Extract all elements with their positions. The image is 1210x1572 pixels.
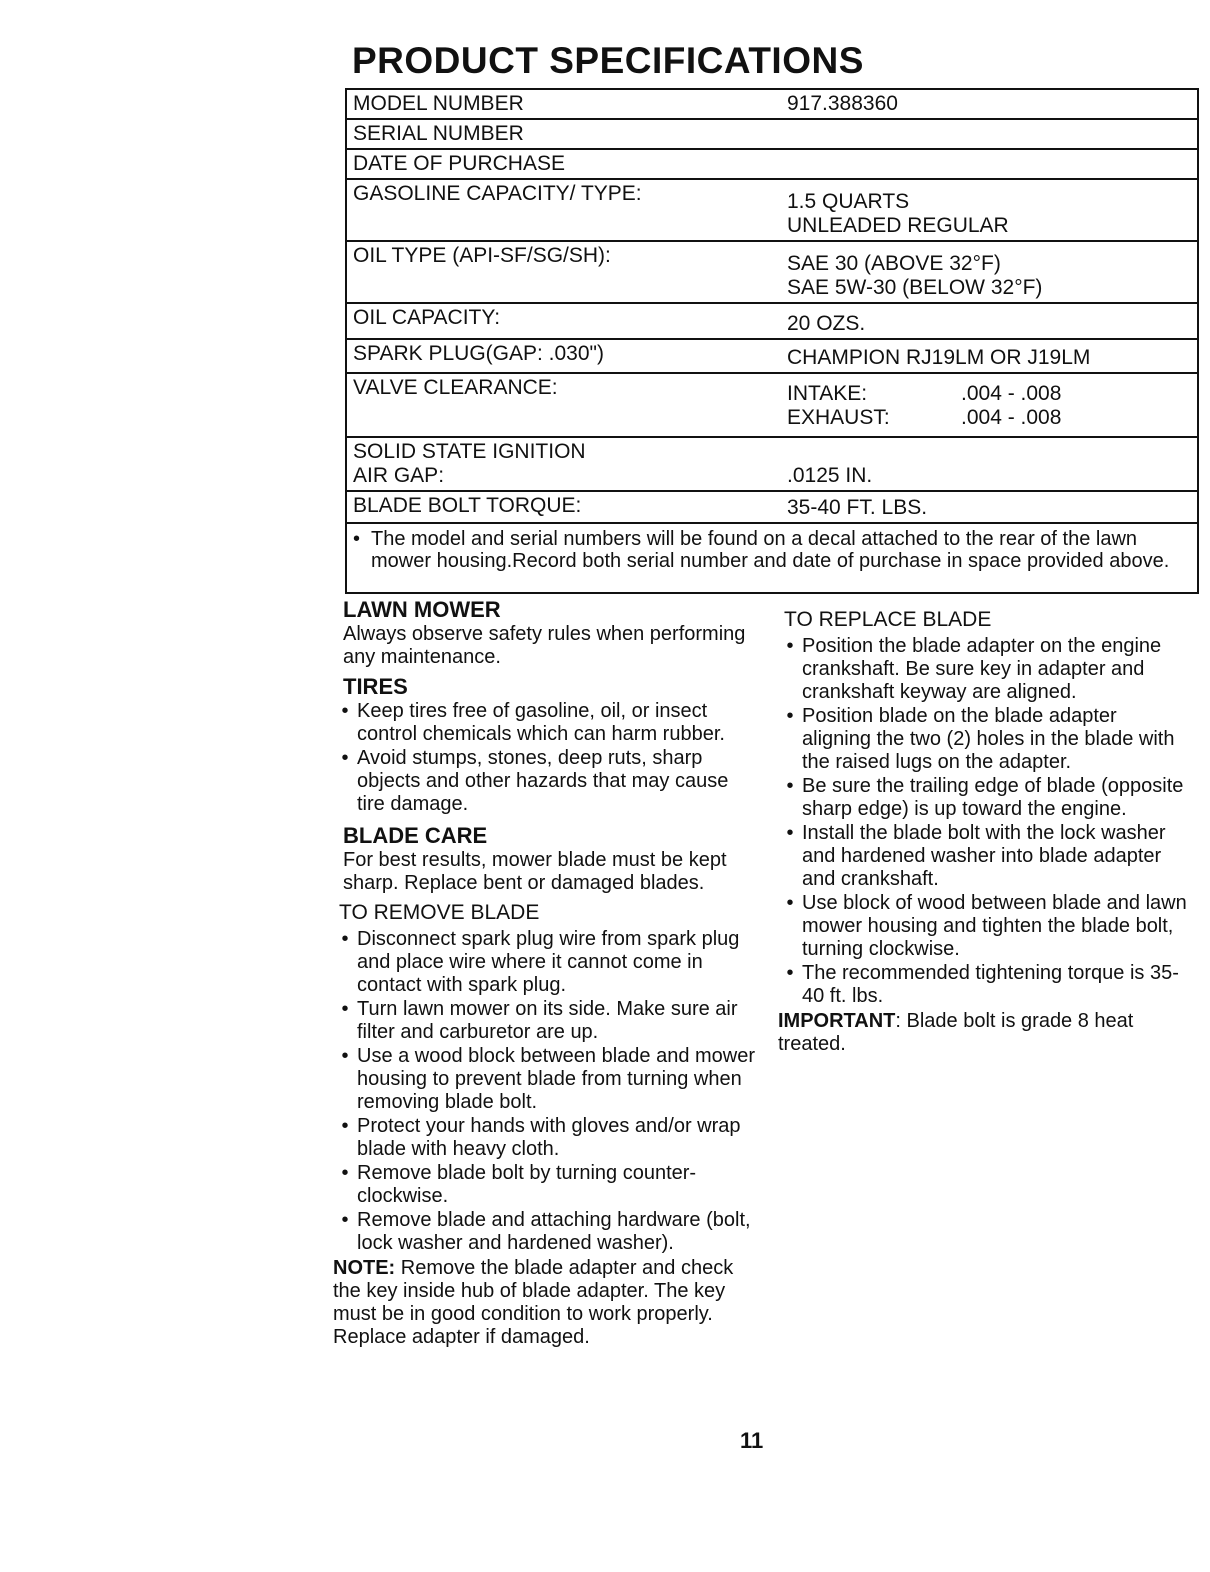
spec-value xyxy=(783,90,1197,118)
spec-value xyxy=(783,180,1197,240)
blade-care-text: For best results, mower blade must be kept sharp. Replace bent or damaged blades. xyxy=(343,849,727,894)
note-text: Remove the blade adapter and check the key inside hub of blade adapter. The key must be in good condition to work properly. Replace adapter if damaged. xyxy=(333,1257,734,1348)
spec-value-line: SAE 30 (ABOVE 32°F) xyxy=(787,252,1001,275)
spec-value-line: UNLEADED REGULAR xyxy=(787,214,1009,237)
list-item-text: Use a wood block between blade and mower housing to prevent blade from turning when removing blade bolt. xyxy=(357,1045,756,1113)
list-item xyxy=(333,1162,761,1208)
list-item xyxy=(778,892,1188,961)
bullet: • xyxy=(786,705,794,727)
list-item-text: Use block of wood between blade and lawn mower housing and tighten the blade bolt, turning clockwise. xyxy=(802,892,1187,960)
list-item-text: Position blade on the blade adapter aligning the two (2) holes in the blade with the raised lugs on the adapter. xyxy=(802,705,1175,773)
spec-row-oil-capacity xyxy=(347,304,1197,340)
list-item xyxy=(333,747,761,816)
spec-value-line: 20 OZS. xyxy=(787,312,866,335)
spec-label: GASOLINE CAPACITY/ TYPE: xyxy=(353,182,642,205)
spec-label: SERIAL NUMBER xyxy=(353,122,524,145)
right-column xyxy=(778,608,1188,1062)
important-label: IMPORTANT xyxy=(778,1010,896,1032)
list-item-text: Install the blade bolt with the lock washer and hardened washer into blade adapter and crankshaft. xyxy=(802,822,1166,890)
spec-label: MODEL NUMBER xyxy=(353,92,524,115)
spec-label: DATE OF PURCHASE xyxy=(353,152,565,175)
intake-label: INTAKE: xyxy=(787,382,868,405)
spec-label xyxy=(347,438,783,490)
bullet: • xyxy=(341,1209,349,1231)
bullet: • xyxy=(786,892,794,914)
list-item-text: Remove blade and attaching hardware (bolt, lock washer and hardened washer). xyxy=(357,1209,751,1254)
spec-value xyxy=(783,304,1197,338)
spec-label-line: SOLID STATE IGNITION xyxy=(353,440,586,463)
spec-row-gasoline xyxy=(347,180,1197,242)
spec-note-text: The model and serial numbers will be found on a decal attached to the rear of the lawn mower housing.Record both serial number and date of purchase in space provided above. xyxy=(371,528,1170,572)
spec-row-date xyxy=(347,150,1197,180)
spec-row-serial xyxy=(347,120,1197,150)
bullet: • xyxy=(786,775,794,797)
list-item xyxy=(333,700,761,746)
list-item-text: The recommended tightening torque is 35-40 ft. lbs. xyxy=(802,962,1179,1007)
remove-blade-heading: TO REMOVE BLADE xyxy=(339,901,540,924)
list-item-text: Position the blade adapter on the engine crankshaft. Be sure key in adapter and crankshaft keyway are aligned. xyxy=(802,635,1162,703)
bullet: • xyxy=(786,635,794,657)
spec-row-spark-plug xyxy=(347,340,1197,374)
list-item-text: Be sure the trailing edge of blade (opposite sharp edge) is up toward the engine. xyxy=(802,775,1184,820)
note-paragraph xyxy=(333,1257,761,1349)
spec-table xyxy=(345,88,1199,594)
list-item-text: Disconnect spark plug wire from spark plug and place wire where it cannot come in contact with spark plug. xyxy=(357,928,740,996)
list-item xyxy=(333,928,761,997)
spec-value xyxy=(783,340,1197,372)
spec-value-line: CHAMPION RJ19LM OR J19LM xyxy=(787,346,1091,369)
page-number: 11 xyxy=(740,1428,764,1453)
spec-value-line: 1.5 QUARTS xyxy=(787,190,910,213)
spec-value-line: .0125 IN. xyxy=(787,464,873,487)
exhaust-label: EXHAUST: xyxy=(787,406,890,429)
spec-value-line: 35-40 FT. LBS. xyxy=(787,496,928,519)
spec-value-line: 917.388360 xyxy=(787,92,898,115)
bullet: • xyxy=(786,822,794,844)
exhaust-value: .004 - .008 xyxy=(961,406,1062,429)
list-item xyxy=(333,1209,761,1255)
list-item-text: Remove blade bolt by turning counter-clockwise. xyxy=(357,1162,697,1207)
list-item xyxy=(333,998,761,1044)
list-item xyxy=(778,705,1188,774)
spec-label: VALVE CLEARANCE: xyxy=(353,376,558,399)
bullet: • xyxy=(341,747,349,769)
list-item xyxy=(778,962,1188,1008)
tires-heading: TIRES xyxy=(343,674,408,699)
spec-value xyxy=(783,438,1197,490)
tires-list xyxy=(333,700,761,816)
spec-row-blade-torque xyxy=(347,492,1197,524)
intake-value: .004 - .008 xyxy=(961,382,1062,405)
replace-blade-list xyxy=(778,635,1188,1008)
spec-row-ignition xyxy=(347,438,1197,492)
bullet: • xyxy=(341,700,349,722)
spec-value xyxy=(783,120,1197,148)
bullet: • xyxy=(341,998,349,1020)
bullet: • xyxy=(341,1045,349,1067)
spec-value xyxy=(783,150,1197,178)
page-title: PRODUCT SPECIFICATIONS xyxy=(352,40,864,81)
list-item xyxy=(778,822,1188,891)
spec-row-model xyxy=(347,90,1197,120)
spec-value xyxy=(783,374,1197,436)
bullet: • xyxy=(353,528,361,550)
list-item xyxy=(333,1115,761,1161)
bullet: • xyxy=(786,962,794,984)
list-item-text: Protect your hands with gloves and/or wrap blade with heavy cloth. xyxy=(357,1115,741,1160)
important-paragraph xyxy=(778,1010,1188,1056)
note-label: NOTE: xyxy=(333,1257,396,1279)
spec-label: SPARK PLUG(GAP: .030") xyxy=(353,342,604,365)
spec-row-oil-type xyxy=(347,242,1197,304)
important-text: : Blade bolt is grade 8 heat treated. xyxy=(778,1010,1134,1055)
replace-blade-heading: TO REPLACE BLADE xyxy=(784,608,992,631)
bullet: • xyxy=(341,928,349,950)
spec-label-line: AIR GAP: xyxy=(353,464,445,487)
lawn-mower-heading: LAWN MOWER xyxy=(343,597,501,622)
remove-blade-list xyxy=(333,928,761,1255)
spec-row-valve-clearance xyxy=(347,374,1197,438)
bullet: • xyxy=(341,1115,349,1137)
bullet: • xyxy=(341,1162,349,1184)
spec-label: OIL TYPE (API-SF/SG/SH): xyxy=(353,244,611,267)
spec-label: BLADE BOLT TORQUE: xyxy=(353,494,582,517)
list-item-text: Avoid stumps, stones, deep ruts, sharp objects and other hazards that may cause tire damage. xyxy=(357,747,729,815)
spec-label: OIL CAPACITY: xyxy=(353,306,501,329)
list-item xyxy=(778,635,1188,704)
lawn-mower-text: Always observe safety rules when performing any maintenance. xyxy=(343,623,746,668)
valve-grid xyxy=(787,382,1193,430)
list-item-text: Keep tires free of gasoline, oil, or insect control chemicals which can harm rubber. xyxy=(357,700,725,745)
left-column xyxy=(333,598,761,1355)
list-item-text: Turn lawn mower on its side. Make sure air filter and carburetor are up. xyxy=(357,998,738,1043)
blade-care-heading: BLADE CARE xyxy=(343,823,488,848)
spec-value xyxy=(783,242,1197,302)
list-item xyxy=(778,775,1188,821)
list-item xyxy=(333,1045,761,1114)
spec-note xyxy=(347,524,1197,592)
spec-value-line: SAE 5W-30 (BELOW 32°F) xyxy=(787,276,1043,299)
spec-value xyxy=(783,492,1197,522)
